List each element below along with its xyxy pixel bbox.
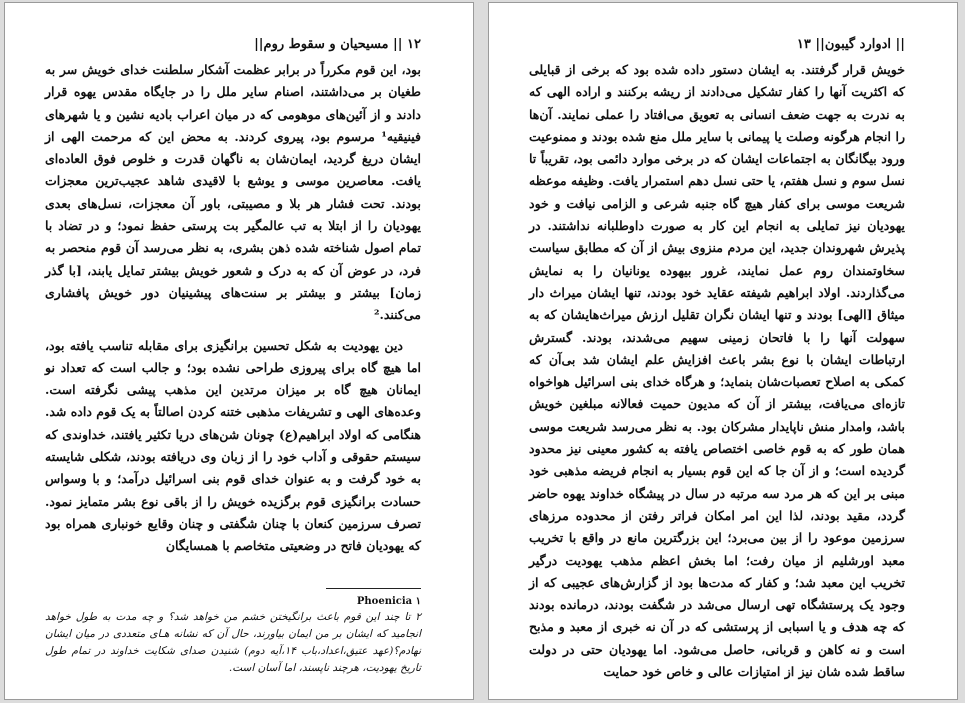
footnote-2: ۲ تا چند این قوم باعث برانگیختن خشم من خواهد شد؟ و چه مدت به طول خواهد انجامید که ایشان بر من ایمان بیاورند، حال آن که نشانه هـای متعددی در میان ایشان نهادم؟(عهد عتیق،اعداد،باب ۱۴،آیه دوم) شنیدن صدای شکایت خداوند در تمام طول تاریخ یهودیت، هرچند ناپسند، اما آسان است. (45, 610, 422, 674)
right-page (488, 2, 958, 700)
page-header: ۱۲ || مسیحیان و سقوط روم|| (254, 37, 421, 52)
footnote-separator (326, 588, 421, 589)
footnote-1: Phoenicia ۱ (356, 595, 421, 607)
body-paragraph: بود، این قوم مکرراً در برابر عظمت آشکار سلطنت خدای خویش سر به طغیان بر می‌داشتند، اصنام سایر ملل را در جایگاه مقدس یهوه قرار دادند و از آئین‌های موهومی که در میان اعراب بادیه نشین و یا شهرهای فینیقیه¹ مرسوم بود، پیروی کردند. به محض این که مرحمت الهی از ایشان دریغ گردید، ایمان‌شان به ناگهان قدرت و خلوص فوق العاده‌ای یافت. معاصرین موسی و یوشع با لاقیدی شاهد عجیب‌ترین معجزات بودند. تحت فشار هر بلا و مصیبتی، باور آن معجزات، نسل‌های بعدی یهودیان را از ابتلا به تب عالمگیر بت پرستی حفظ نمود؛ و در تضاد با تمام اصول شناخته شده ذهن بشری، به نظر می‌رسد آن قوم منحصر به فرد، در عوض آن که به درک و شعور خویش بیشتر تمایل یابند، [با گذر زمان] بیشتر و بیشتر بر سنت‌های پیشینیان دور خویش پافشاری می‌کنند.² (45, 62, 421, 323)
right-page-content (529, 37, 905, 681)
body-paragraph: خویش قرار گرفتند. به ایشان دستور داده شده بود که برخی از قبایلی که اکثریت آنها را کفار تشکیل می‌دادند از ریشه برکنند و اراده الهی که به ندرت به جهت ضعف انسانی به تعویق می‌افتاد را عملی نمایند. آن‌ها را انجام هرگونه وصلت یا پیمانی با سایر ملل منع شده بودند و ممنوعیت ورود بیگانگان به اجتماعات ایشان که در برخی موارد دائمی بود، تقریباً تا نسل سوم و نسل هفتم، یا حتی نسل دهم استمرار یافت. وظیفه موعظه شریعت موسی برای کفار هیچ گاه جنبه شرعی و الزامی نیافت و خود یهودیان نیز تمایلی به انجام این کار به صورت داوطلبانه نداشتند. در پذیرش شهروندان جدید، این مردم منزوی بیش از آن که مطابق سیاست سخاوتمندان روم عمل نمایند، غرور بیهوده یونانیان را به نمایش می‌گذاردند. اولاد ابراهیم شیفته عقاید خود بودند، تنها ایشان میراث دار میثاق [الهی] بودند و تنها ایشان نگران تقلیل ارزش میراث‌هایشان که به سهولت آنها را با فاتحان زمینی سهیم می‌شدند، بودند. گسترش ارتباطات ایشان با نوع بشر باعث افزایش علم ایشان شد بی‌آن که کمکی به اصلاح تعصبات‌شان بنماید؛ و هرگاه خدای بنی اسرائیل هواخواه تازه‌ای می‌یافت، بیشتر از آن که مدیون حمیت فعالانه مبلغین خویش باشد، وامدار منش ناپایدار مشرکان بود. به نظر می‌رسد شریعت موسی همان طور که به قوم خاصی اختصاص یافته به کشور معینی نیز محدود گردیده است؛ و از آن جا که این قوم بسیار به انجام فریضه مذهبی خود مبنی بر این که هر مرد سه مرتبه در سال در پیشگاه خداوند یهوه حاضر گردد، مقید بودند، لذا این امر امکان فراتر رفتن از محدوده مرزهای سرزمین موعود را از بین می‌برد؛ این بزرگترین مانع در واقع با تخریب معبد اورشلیم از میان رفت؛ اما بخش اعظم مذهب یهودیت درگیر تخریب این معبد شد؛ و کفار که مدت‌ها بود از گزارش‌های عجیبی که از وجود یک پرستشگاه تهی ارسال می‌شد در شگفت بودند، درمانده بودند که چه هدف و یا اسبابی از پرستشی که در آن نه خبری از معبد و مذبح است و نه کاهن و قربانی، حاصل می‌شود. اما یهودیان حتی در دولت ساقط شده شان نیز از امتیازات عالی و خاص خود حمایت (529, 62, 905, 680)
body-paragraph: دین یهودیت به شکل تحسین برانگیزی برای مقابله تناسب یافته بود، اما هیچ گاه برای پیروزی طراحی نشده بود؛ و جالب است که تعداد نو ایمانان هیچ گاه بر میزان مرتدین این مذهب پیشی نگرفته است. وعده‌های الهی و تشریفات مذهبی ختنه کردن اصالتاً به یک قوم داده شد. هنگامی که اولاد ابراهیم(ع) چونان شن‌های دریا تکثیر یافتند، خداوندی که سیستم حقوقی و آداب خود را از زبان وی دریافته بودند، شکلی شایسته به خود گرفت و به عنوان خدای قوم بنی اسرائیل درآمد؛ و با وسواس حسادت برانگیزی قوم برگزیده خویش را از باقی نوع بشر متمایز نمود. تصرف سرزمین کنعان با چنان شگفتی و چنان وقایع خونباری همراه بود که یهودیان فاتح در وضعیتی متخاصم با همسایگان (45, 337, 421, 554)
left-page (4, 2, 474, 700)
left-page-content (45, 37, 421, 681)
page-header: || ادوارد گیبون|| ۱۳ (796, 37, 905, 52)
